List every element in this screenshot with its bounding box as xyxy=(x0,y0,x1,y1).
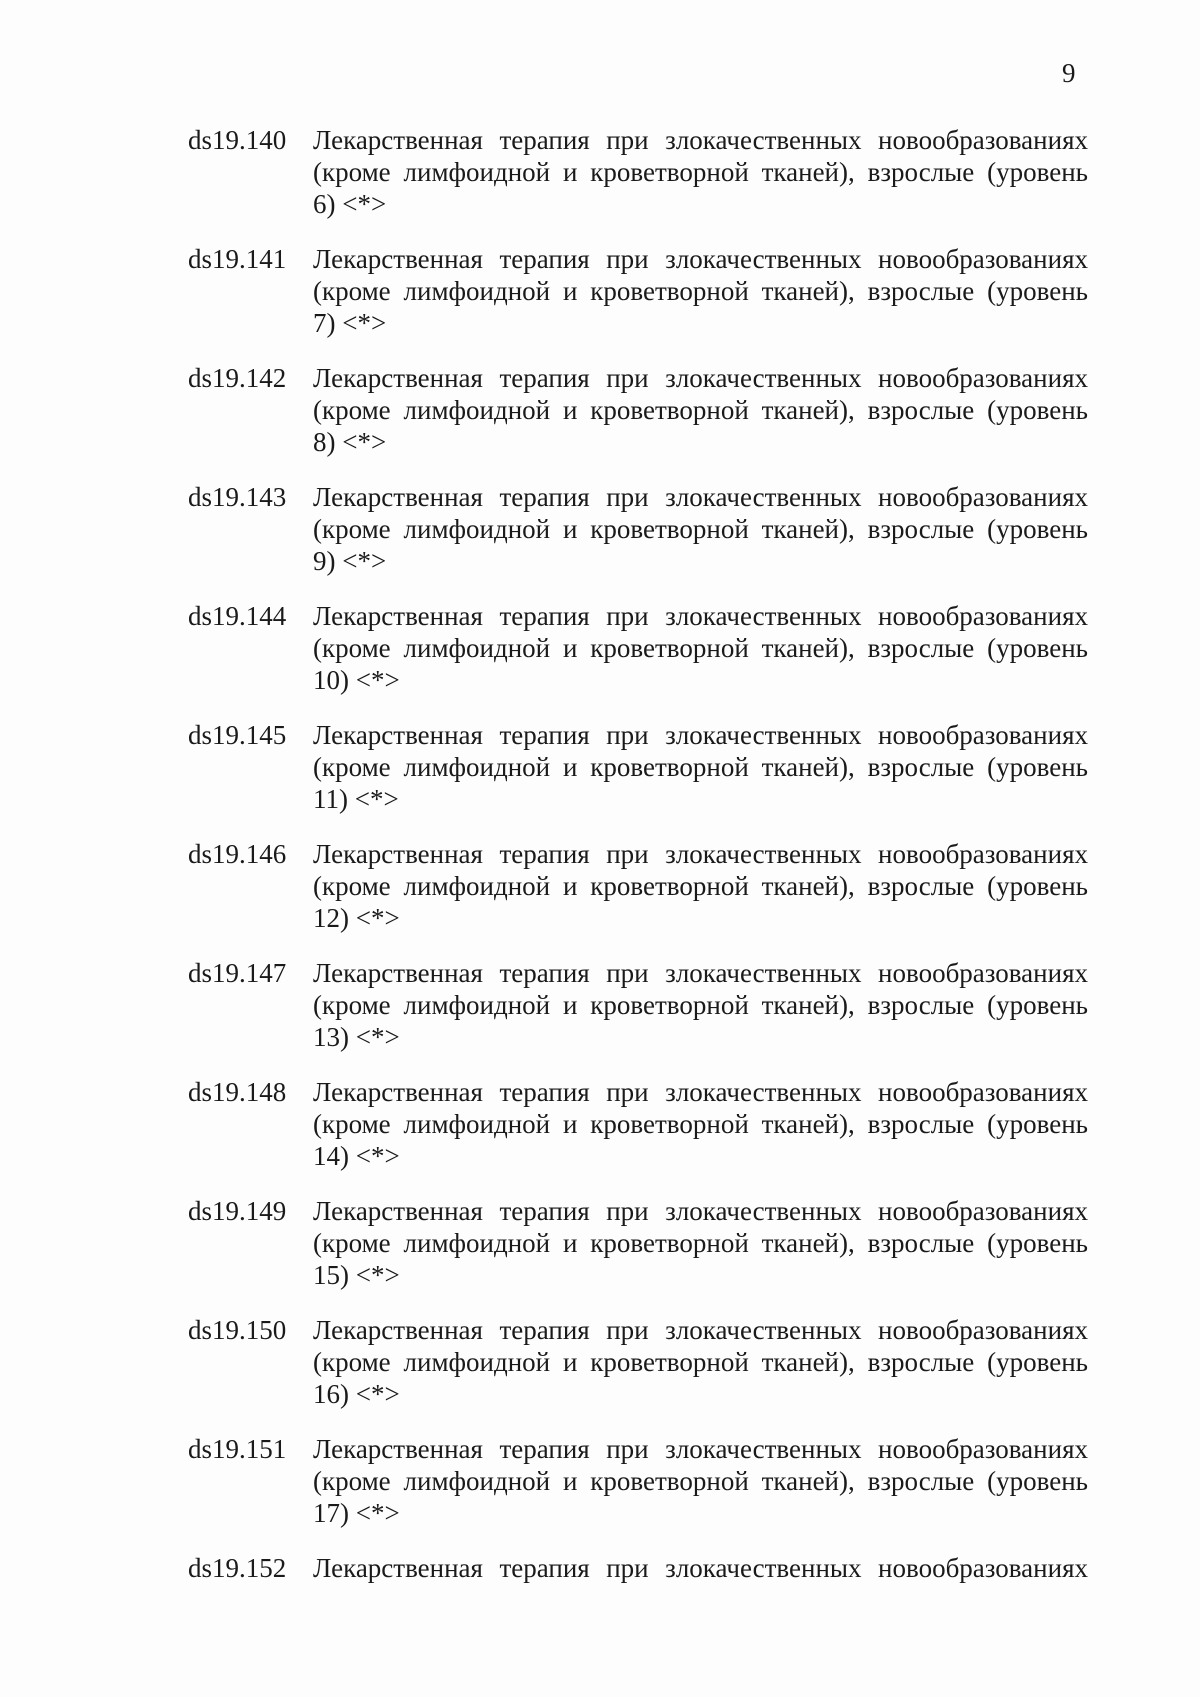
description-line: Лекарственная терапия при злокачественных новообразованиях xyxy=(313,363,1088,393)
page-number: 9 xyxy=(1062,58,1076,88)
description-line: (кроме лимфоидной и кроветворной тканей), взрослые (уровень xyxy=(313,752,1088,782)
description-line: (кроме лимфоидной и кроветворной тканей), взрослые (уровень xyxy=(313,1466,1088,1496)
entry-code: ds19.140 xyxy=(188,125,287,155)
entry-code: ds19.147 xyxy=(188,958,287,988)
description-line: 14) <*> xyxy=(313,1141,400,1171)
list-item xyxy=(188,600,1088,719)
entry-description xyxy=(313,124,1088,220)
description-line: (кроме лимфоидной и кроветворной тканей), взрослые (уровень xyxy=(313,514,1088,544)
description-line: (кроме лимфоидной и кроветворной тканей), взрослые (уровень xyxy=(313,871,1088,901)
description-line: (кроме лимфоидной и кроветворной тканей), взрослые (уровень xyxy=(313,990,1088,1020)
description-line: (кроме лимфоидной и кроветворной тканей), взрослые (уровень xyxy=(313,1347,1088,1377)
entry-description xyxy=(313,1076,1088,1172)
list-item xyxy=(188,719,1088,838)
list-item xyxy=(188,1314,1088,1433)
description-line: (кроме лимфоидной и кроветворной тканей), взрослые (уровень xyxy=(313,1109,1088,1139)
description-line: 9) <*> xyxy=(313,546,387,576)
list-item xyxy=(188,1076,1088,1195)
entry-description xyxy=(313,838,1088,934)
entry-code: ds19.145 xyxy=(188,720,287,750)
description-line: 15) <*> xyxy=(313,1260,400,1290)
description-line: 16) <*> xyxy=(313,1379,400,1409)
description-line: Лекарственная терапия при злокачественных новообразованиях xyxy=(313,839,1088,869)
list-item xyxy=(188,838,1088,957)
description-line: Лекарственная терапия при злокачественных новообразованиях xyxy=(313,958,1088,988)
entry-description xyxy=(313,481,1088,577)
list-item xyxy=(188,243,1088,362)
entry-code: ds19.141 xyxy=(188,244,287,274)
list-item xyxy=(188,1433,1088,1552)
list-item xyxy=(188,957,1088,1076)
description-line: 11) <*> xyxy=(313,784,399,814)
list-item xyxy=(188,1552,1088,1671)
entry-description xyxy=(313,1433,1088,1529)
description-line: 7) <*> xyxy=(313,308,387,338)
description-line: Лекарственная терапия при злокачественных новообразованиях xyxy=(313,125,1088,155)
entry-description xyxy=(313,362,1088,458)
list-item xyxy=(188,124,1088,243)
description-line: Лекарственная терапия при злокачественных новообразованиях xyxy=(313,1434,1088,1464)
entry-code: ds19.150 xyxy=(188,1315,287,1345)
entry-code: ds19.149 xyxy=(188,1196,287,1226)
entry-description xyxy=(313,1314,1088,1410)
description-line: Лекарственная терапия при злокачественных новообразованиях xyxy=(313,1315,1088,1345)
list-item xyxy=(188,481,1088,600)
entry-code: ds19.142 xyxy=(188,363,287,393)
entry-code: ds19.144 xyxy=(188,601,287,631)
description-line: Лекарственная терапия при злокачественных новообразованиях xyxy=(313,1077,1088,1107)
list-item xyxy=(188,362,1088,481)
entry-code: ds19.148 xyxy=(188,1077,287,1107)
description-line: Лекарственная терапия при злокачественных новообразованиях xyxy=(313,601,1088,631)
entry-description xyxy=(313,600,1088,696)
description-line: 10) <*> xyxy=(313,665,400,695)
description-line: (кроме лимфоидной и кроветворной тканей), взрослые (уровень xyxy=(313,157,1088,187)
description-line: 17) <*> xyxy=(313,1498,400,1528)
description-line: (кроме лимфоидной и кроветворной тканей), взрослые (уровень xyxy=(313,276,1088,306)
entry-description xyxy=(313,1195,1088,1291)
entry-code: ds19.146 xyxy=(188,839,287,869)
description-line: 13) <*> xyxy=(313,1022,400,1052)
entry-description xyxy=(313,1552,1088,1584)
description-line: (кроме лимфоидной и кроветворной тканей), взрослые (уровень xyxy=(313,633,1088,663)
description-line: Лекарственная терапия при злокачественных новообразованиях xyxy=(313,1553,1088,1583)
description-line: 12) <*> xyxy=(313,903,400,933)
description-line: 6) <*> xyxy=(313,189,387,219)
description-line: Лекарственная терапия при злокачественных новообразованиях xyxy=(313,244,1088,274)
entry-description xyxy=(313,243,1088,339)
description-line: Лекарственная терапия при злокачественных новообразованиях xyxy=(313,482,1088,512)
entry-code: ds19.151 xyxy=(188,1434,287,1464)
list-item xyxy=(188,1195,1088,1314)
description-line: 8) <*> xyxy=(313,427,387,457)
entry-list xyxy=(188,124,1088,1671)
description-line: (кроме лимфоидной и кроветворной тканей), взрослые (уровень xyxy=(313,1228,1088,1258)
entry-description xyxy=(313,719,1088,815)
description-line: (кроме лимфоидной и кроветворной тканей), взрослые (уровень xyxy=(313,395,1088,425)
entry-description xyxy=(313,957,1088,1053)
description-line: Лекарственная терапия при злокачественных новообразованиях xyxy=(313,1196,1088,1226)
entry-code: ds19.143 xyxy=(188,482,287,512)
description-line: Лекарственная терапия при злокачественных новообразованиях xyxy=(313,720,1088,750)
entry-code: ds19.152 xyxy=(188,1553,287,1583)
